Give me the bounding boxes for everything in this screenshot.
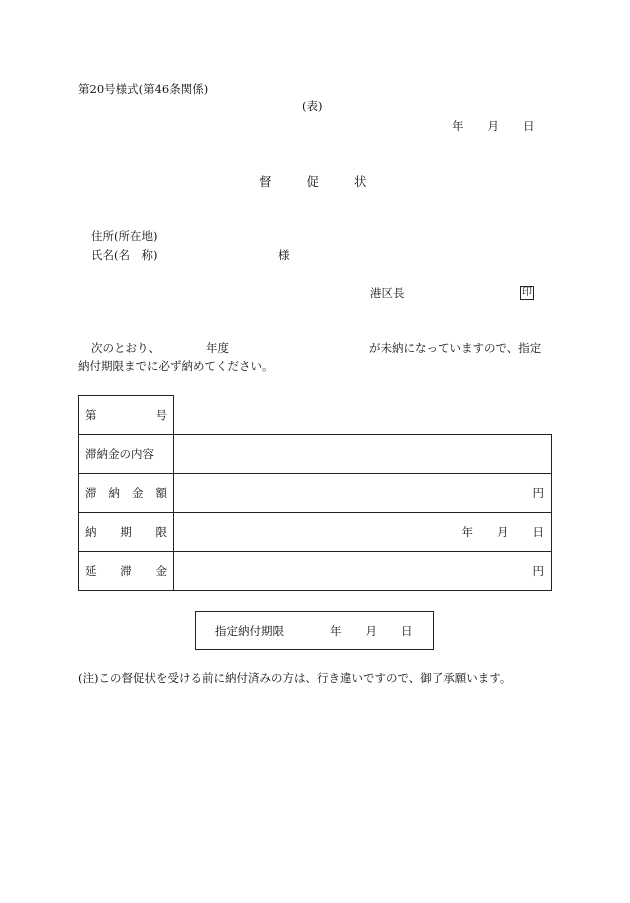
seal-mark-wrap bbox=[520, 286, 534, 300]
row-value-arrears-content bbox=[174, 435, 552, 474]
body-part-1: 次のとおり、 bbox=[91, 341, 160, 355]
body-part-2: 年度 bbox=[206, 341, 229, 355]
label-char: 納 bbox=[85, 525, 97, 539]
table-row bbox=[79, 552, 552, 591]
address-label: 住所(所在地) bbox=[91, 229, 158, 243]
form-number: 第20号様式(第46条関係) bbox=[78, 82, 209, 96]
number-label-cell bbox=[79, 396, 174, 435]
number-value-cell bbox=[174, 396, 552, 435]
title-char-2: 促 bbox=[306, 174, 320, 189]
label-char: 金 bbox=[132, 486, 144, 500]
body-line-2: 納付期限までに必ず納めてください。 bbox=[78, 359, 274, 373]
due-year: 年 bbox=[461, 525, 473, 539]
table-row bbox=[79, 513, 552, 552]
row-value-arrears-amount bbox=[174, 474, 552, 513]
label-char: 延 bbox=[85, 564, 97, 578]
label-char: 滞 bbox=[120, 564, 132, 578]
payment-deadline-box bbox=[195, 611, 434, 650]
footnote: (注)この督促状を受ける前に納付済みの方は、行き違いですので、御了承願います。 bbox=[78, 671, 512, 685]
yen-unit: 円 bbox=[532, 564, 544, 578]
body-line-1 bbox=[91, 343, 541, 355]
table-row-number bbox=[79, 396, 552, 435]
body-part-3: が未納になっていますので、指定 bbox=[369, 341, 542, 355]
due-month: 月 bbox=[497, 525, 509, 539]
row-label-late-charge bbox=[79, 552, 174, 591]
row-value-due-date bbox=[174, 513, 552, 552]
date-month: 月 bbox=[487, 119, 499, 133]
document-title bbox=[259, 176, 367, 189]
side-indicator: (表) bbox=[302, 99, 323, 113]
row-label-arrears-content bbox=[79, 435, 174, 474]
dunning-table bbox=[78, 395, 552, 591]
date-year: 年 bbox=[452, 119, 464, 133]
label-char: 納 bbox=[108, 486, 120, 500]
table-row bbox=[79, 474, 552, 513]
label-char: 額 bbox=[155, 486, 167, 500]
row-value-late-charge bbox=[174, 552, 552, 591]
deadline-label: 指定納付期限 bbox=[215, 623, 284, 638]
deadline-day: 日 bbox=[401, 623, 413, 638]
issue-date bbox=[452, 121, 535, 133]
yen-unit: 円 bbox=[532, 486, 544, 500]
number-label-b: 号 bbox=[155, 408, 167, 422]
label-char: 限 bbox=[155, 525, 167, 539]
seal-mark: 印 bbox=[522, 287, 532, 298]
label-arrears-content: 滞納金の内容 bbox=[85, 447, 154, 461]
number-label-a: 第 bbox=[85, 408, 97, 422]
name-label: 氏名(名 称) bbox=[91, 248, 158, 262]
deadline-month: 月 bbox=[365, 623, 377, 638]
date-day: 日 bbox=[523, 119, 535, 133]
deadline-year: 年 bbox=[330, 623, 342, 638]
due-day: 日 bbox=[532, 525, 544, 539]
table-row bbox=[79, 435, 552, 474]
issuer-title: 港区長 bbox=[370, 286, 405, 300]
honorific: 様 bbox=[278, 248, 290, 262]
label-char: 金 bbox=[155, 564, 167, 578]
label-char: 期 bbox=[120, 525, 132, 539]
title-char-1: 督 bbox=[259, 174, 272, 189]
label-char: 滞 bbox=[85, 486, 97, 500]
row-label-arrears-amount bbox=[79, 474, 174, 513]
title-char-3: 状 bbox=[354, 174, 367, 189]
row-label-due-date bbox=[79, 513, 174, 552]
